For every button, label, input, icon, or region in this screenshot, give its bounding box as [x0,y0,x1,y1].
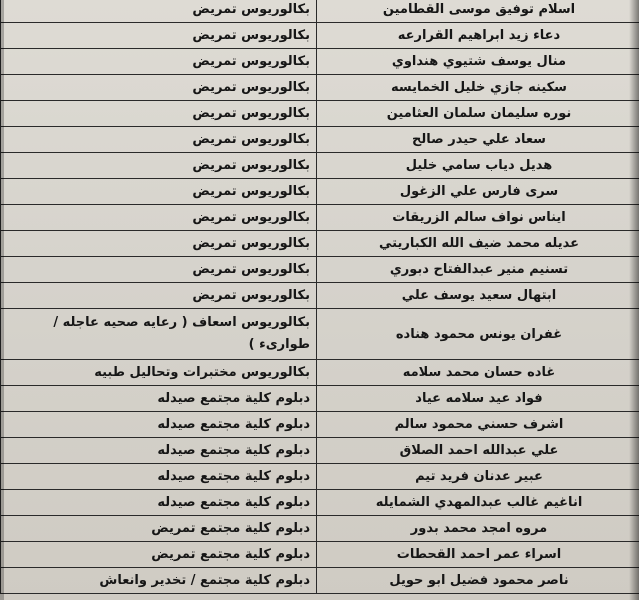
name-cell: اسلام توفيق موسى القطامين [317,0,639,23]
name-cell: دعاء زيد ابراهيم القرارعه [317,23,639,49]
qualification-cell: دبلوم كلية مجتمع صيدله [1,438,317,464]
name-cell: ناصر محمود فضيل ابو حويل [317,568,639,594]
qualification-cell: بكالوريوس اسعاف ( رعايه صحيه عاجله / طوارىء ) [1,309,317,360]
table-row [1,101,639,127]
table-row [1,257,639,283]
table-row [1,568,639,594]
name-cell: فواد عيد سلامه عياد [317,386,639,412]
name-cell: سكينه جازي خليل الخمايسه [317,75,639,101]
name-cell: غاده حسان محمد سلامه [317,360,639,386]
qualification-cell: دبلوم كلية مجتمع تمريض [1,516,317,542]
name-cell: عبير عدنان فريد تيم [317,464,639,490]
name-cell: مروه امجد محمد بدور [317,516,639,542]
table-row [1,75,639,101]
qualification-cell: دبلوم كلية مجتمع صيدله [1,490,317,516]
page-edge-shadow [629,0,639,600]
qualification-cell: دبلوم كلية مجتمع صيدله [1,386,317,412]
table-row [1,127,639,153]
qualification-cell: بكالوريوس تمريض [1,23,317,49]
name-cell: منال يوسف شتيوي هنداوي [317,49,639,75]
qualification-cell: دبلوم كلية مجتمع صيدله [1,412,317,438]
table-row [1,0,639,23]
table-row [1,386,639,412]
name-cell: هديل دياب سامي خليل [317,153,639,179]
qualification-cell: بكالوريوس تمريض [1,205,317,231]
table-row [1,542,639,568]
table-row [1,49,639,75]
table-row [1,179,639,205]
table-row [1,205,639,231]
qualification-cell: بكالوريوس تمريض [1,153,317,179]
table-row [1,283,639,309]
page-edge-left [0,0,4,600]
table-row [1,438,639,464]
table-row [1,360,639,386]
qualification-cell: بكالوريوس تمريض [1,283,317,309]
table-row [1,309,639,360]
name-cell: ايناس نواف سالم الزريقات [317,205,639,231]
qualification-cell: بكالوريوس تمريض [1,0,317,23]
table-row [1,153,639,179]
name-cell: ابتهال سعيد يوسف علي [317,283,639,309]
qualification-cell: بكالوريوس تمريض [1,179,317,205]
qualification-cell: بكالوريوس تمريض [1,231,317,257]
name-cell: اشرف حسني محمود سالم [317,412,639,438]
name-cell: عديله محمد ضيف الله الكباريتي [317,231,639,257]
table-row [1,464,639,490]
qualification-cell: دبلوم كلية مجتمع تمريض [1,542,317,568]
name-cell: علي عبدالله احمد الصلاق [317,438,639,464]
name-cell: اناغيم غالب عبدالمهدي الشمايله [317,490,639,516]
qualification-cell: بكالوريوس تمريض [1,49,317,75]
qualification-cell: بكالوريوس تمريض [1,75,317,101]
qualification-cell: دبلوم كلية مجتمع صيدله [1,464,317,490]
qualification-cell: بكالوريوس تمريض [1,101,317,127]
qualification-cell: بكالوريوس مختبرات وتحاليل طبيه [1,360,317,386]
name-cell: تسنيم منير عبدالفتاح دبوري [317,257,639,283]
table-row [1,23,639,49]
name-cell: اسراء عمر احمد القحطات [317,542,639,568]
qualification-cell: بكالوريوس تمريض [1,127,317,153]
name-cell: غفران يونس محمود هناده [317,309,639,360]
name-cell: سرى فارس علي الزغول [317,179,639,205]
table-row [1,231,639,257]
name-cell: سعاد علي حيدر صالح [317,127,639,153]
name-cell: نوره سليمان سلمان العثامين [317,101,639,127]
qualification-cell: دبلوم كلية مجتمع / تخدير وانعاش [1,568,317,594]
table-row [1,516,639,542]
table-row [1,490,639,516]
table-row [1,412,639,438]
qualification-cell: بكالوريوس تمريض [1,257,317,283]
